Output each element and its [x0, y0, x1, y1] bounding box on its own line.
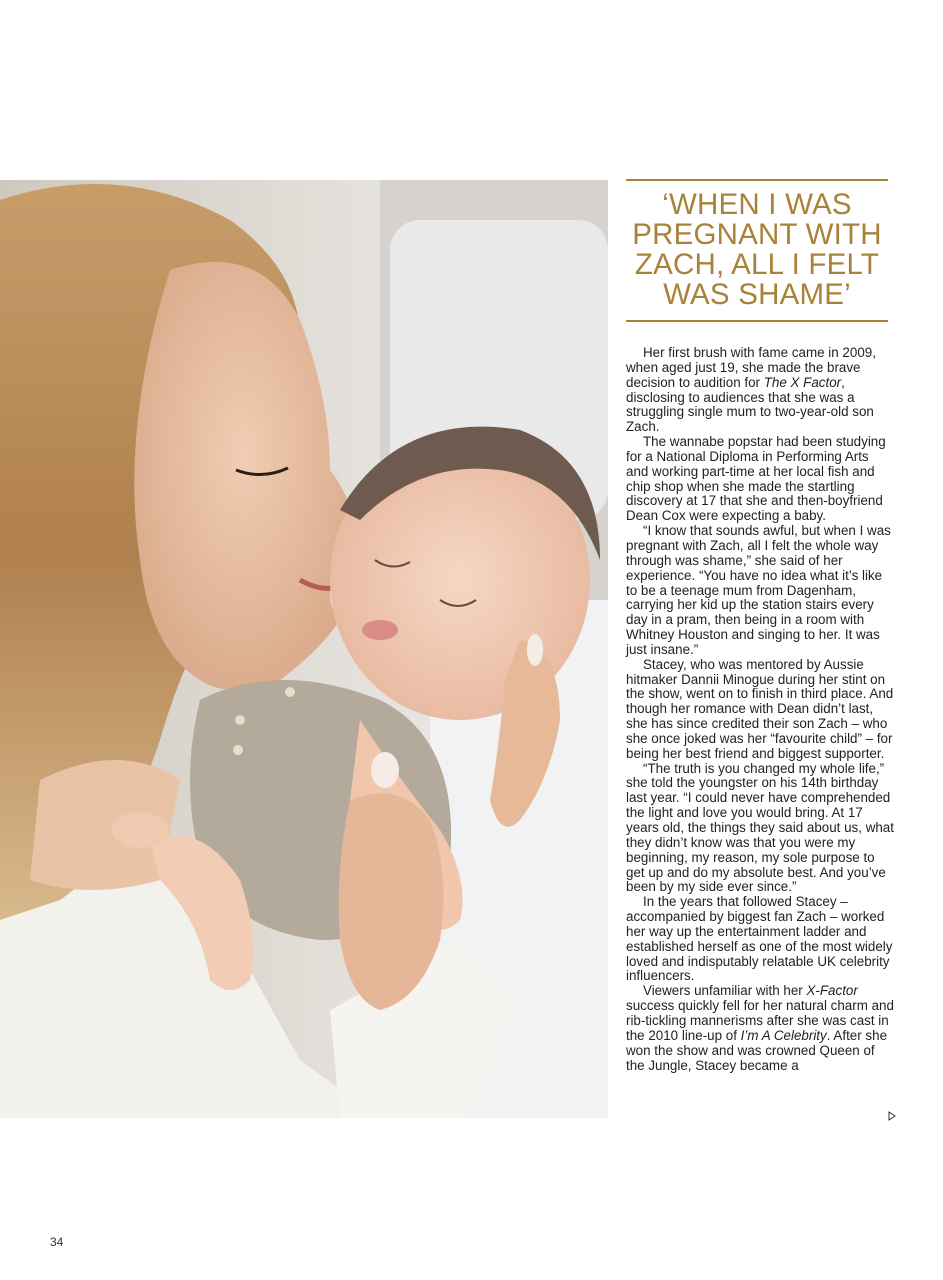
article-body [626, 346, 894, 1073]
headline-top-rule [626, 179, 888, 181]
paragraph: “The truth is you changed my whole life,” she told the youngster on his 14th birthday last year. “I could never have comprehended the light and love you would bring. At 17 years old, the things they said about us, what they didn’t know was that you were my beginning, my reason, my sole purpose to get up and do my absolute best. And you’ve been by my side ever since.” [626, 760, 894, 895]
paragraph: Stacey, who was mentored by Aussie hitmaker Dannii Minogue during her stint on the show, went on to finish in third place. And though her romance with Dean didn’t last, she has since credited their son Zach – who she once joked was her “favourite child” – for being her best friend and biggest supporter. [626, 656, 894, 761]
page-number: 34 [50, 1235, 64, 1249]
headline-bottom-rule [626, 320, 888, 322]
continue-triangle-icon [888, 1108, 896, 1118]
paragraph: In the years that followed Stacey – accompanied by biggest fan Zach – worked her way up the entertainment ladder and established herself as one of the most widely loved and indisputably relatable UK celebrity influencers. [626, 894, 893, 984]
paragraph: The wannabe popstar had been studying for a National Diploma in Performing Arts and working part-time at her local fish and chip shop when she made the startling discovery at 17 that she and then-boyfriend Dean Cox were expecting a baby. [626, 434, 886, 524]
pull-quote-headline: ‘WHEN I WAS PREGNANT WITH ZACH, ALL I FELT WAS SHAME’ [632, 188, 882, 311]
paragraph: Viewers unfamiliar with her X-Factor success quickly fell for her natural charm and rib-tickling mannerisms after she was cast in the 2010 line-up of I’m A Celebrity. After she won the show and was crowned Queen of the Jungle, Stacey became a [626, 983, 894, 1073]
paragraph: “I know that sounds awful, but when I was pregnant with Zach, all I felt the whole way through was shame,” she said of her experience. “You have no idea what it’s like to be a teenage mum from Dagenham, carrying her kid up the station stairs every day in a pram, then being in a room with Whitney Houston and singing to her. It was just insane.” [626, 523, 891, 657]
paragraph: Her first brush with fame came in 2009, when aged just 19, she made the brave decision to audition for The X Factor, disclosing to audiences that she was a struggling single mum to two-year-old son Zach. [626, 345, 876, 435]
feature-photo [0, 180, 608, 1118]
